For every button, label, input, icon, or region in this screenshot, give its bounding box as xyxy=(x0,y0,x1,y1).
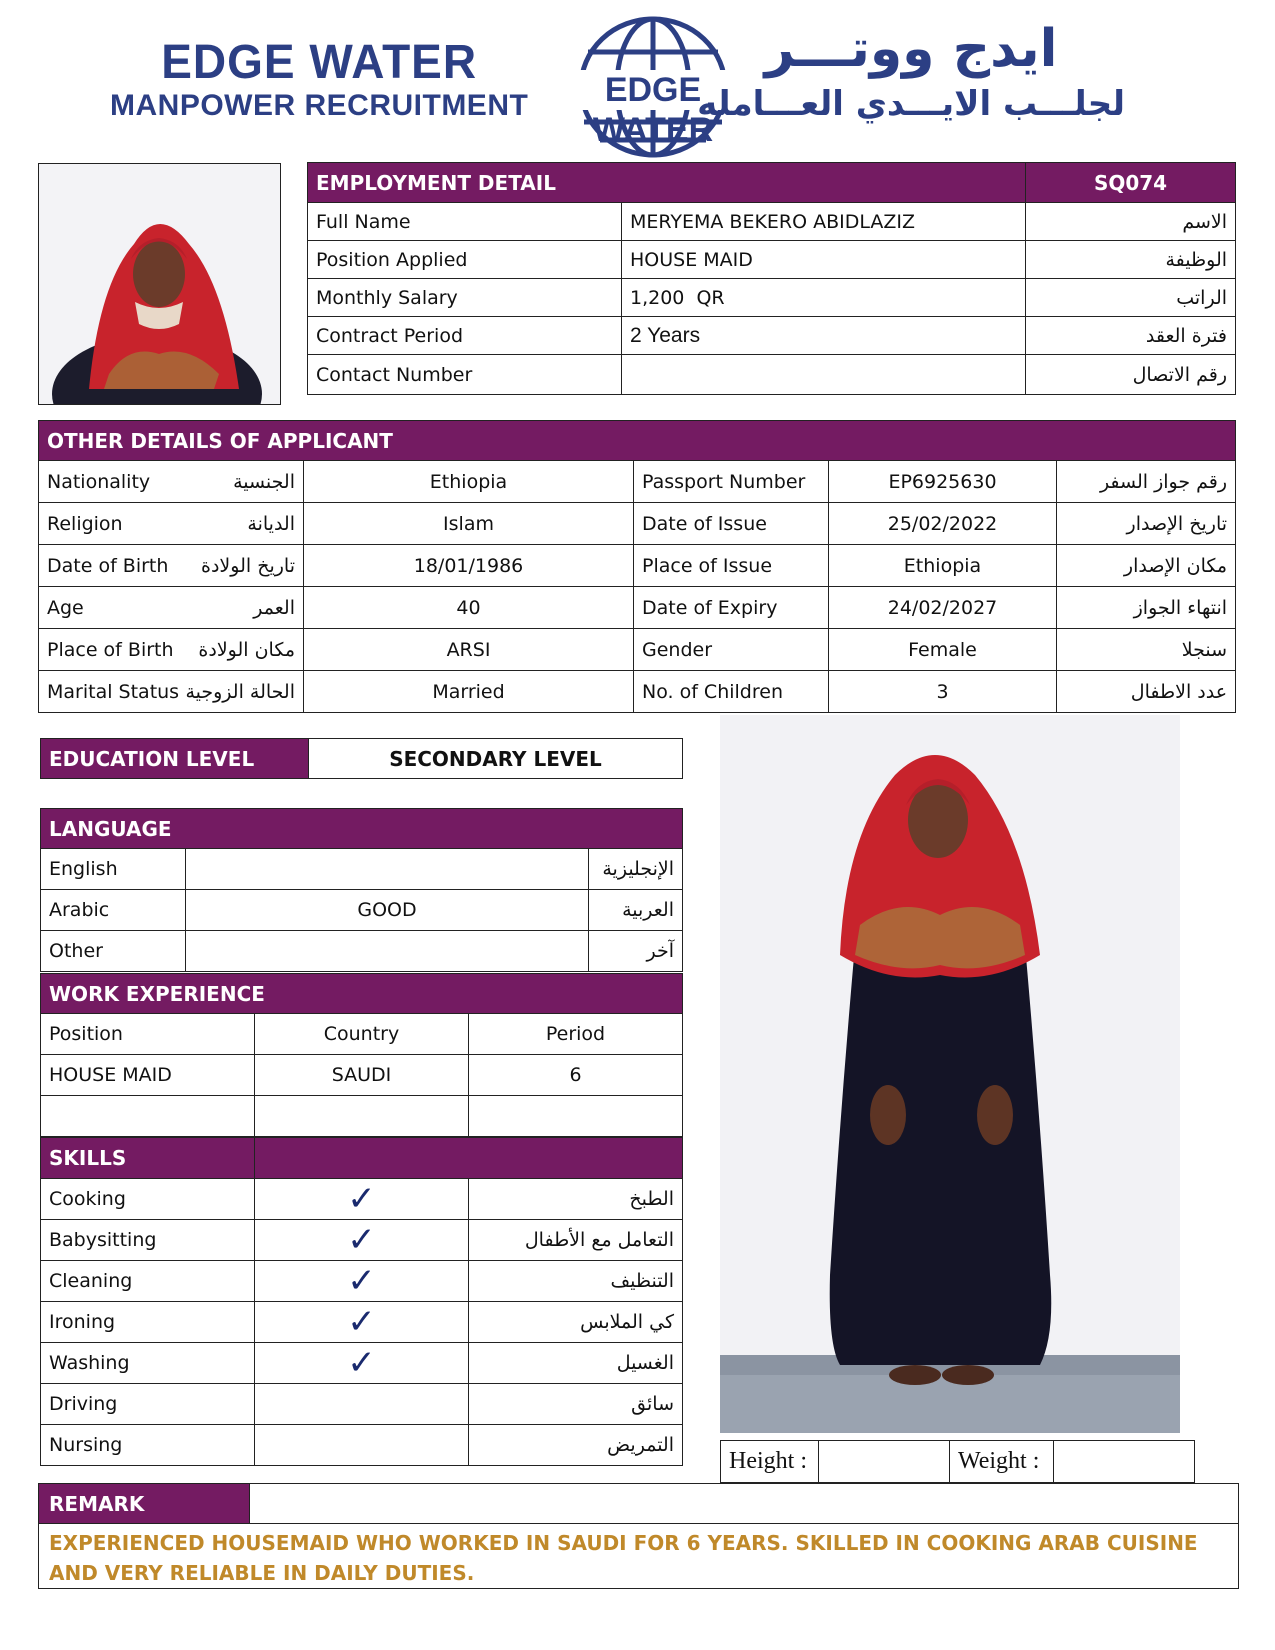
skill-check-cell xyxy=(255,1261,469,1302)
date-of-expiry-value: 24/02/2027 xyxy=(829,587,1057,629)
place-of-issue-label: Place of Issue xyxy=(634,545,829,587)
table-row xyxy=(39,461,1236,503)
skill-label-ar: التعامل مع الأطفال xyxy=(469,1220,683,1261)
brand-name-ar: ايدج ووتـــر xyxy=(764,19,1058,79)
passport-number-label-ar: رقم جواز السفر xyxy=(1057,461,1236,503)
checkmark-icon: ✓ xyxy=(347,1220,376,1260)
contact-number-label: Contact Number xyxy=(308,355,622,395)
row-label: Date of Birth xyxy=(47,554,169,577)
row-label-ar: الديانة xyxy=(247,512,295,535)
other-language-value xyxy=(186,931,589,972)
skill-check-cell xyxy=(255,1425,469,1466)
children-label-ar: عدد الاطفال xyxy=(1057,671,1236,713)
weight-label: Weight : xyxy=(950,1441,1054,1483)
experience-position: HOUSE MAID xyxy=(41,1055,255,1096)
monthly-salary-label-ar: الراتب xyxy=(1026,279,1236,317)
skill-check-cell xyxy=(255,1343,469,1384)
skills-list xyxy=(41,1179,683,1466)
checkmark-icon: ✓ xyxy=(347,1302,376,1342)
arabic-value: GOOD xyxy=(186,890,589,931)
passport-number-value: EP6925630 xyxy=(829,461,1057,503)
skills-table xyxy=(40,1137,683,1466)
experience-period xyxy=(469,1096,683,1137)
table-row xyxy=(39,503,1236,545)
education-level-value: SECONDARY LEVEL xyxy=(309,739,683,779)
brand-tagline-ar: لجلـــب الايـــدي العـــامله xyxy=(697,84,1125,124)
skill-check-cell xyxy=(255,1302,469,1343)
table-row xyxy=(39,671,1236,713)
children-label: No. of Children xyxy=(634,671,829,713)
date-of-birth-label xyxy=(39,545,304,587)
height-value xyxy=(819,1441,950,1483)
experience-position xyxy=(41,1096,255,1137)
row-label-ar: الحالة الزوجية xyxy=(185,680,295,703)
remark-title: REMARK xyxy=(39,1484,250,1524)
row-label: Place of Birth xyxy=(47,638,174,661)
date-of-issue-label-ar: تاريخ الإصدار xyxy=(1057,503,1236,545)
other-details-table xyxy=(38,420,1236,713)
table-row xyxy=(41,931,683,972)
skill-label: Ironing xyxy=(41,1302,255,1343)
skill-label-ar: سائق xyxy=(469,1384,683,1425)
skill-label: Washing xyxy=(41,1343,255,1384)
full-body-illustration xyxy=(720,715,1180,1433)
row-label: Nationality xyxy=(47,470,151,493)
skill-label: Nursing xyxy=(41,1425,255,1466)
full-name-value: MERYEMA BEKERO ABIDLAZIZ xyxy=(622,203,1026,241)
english-label: English xyxy=(41,849,186,890)
date-of-issue-value: 25/02/2022 xyxy=(829,503,1057,545)
contact-number-label-ar: رقم الاتصال xyxy=(1026,355,1236,395)
experience-country: SAUDI xyxy=(255,1055,469,1096)
checkmark-icon: ✓ xyxy=(347,1343,376,1383)
table-row xyxy=(39,587,1236,629)
skill-row xyxy=(41,1179,683,1220)
religion-value: Islam xyxy=(304,503,634,545)
skill-label-ar: التنظيف xyxy=(469,1261,683,1302)
other-language-label: Other xyxy=(41,931,186,972)
contract-period-label: Contract Period xyxy=(308,317,622,355)
position-applied-value: HOUSE MAID xyxy=(622,241,1026,279)
place-of-issue-value: Ethiopia xyxy=(829,545,1057,587)
skill-row xyxy=(41,1425,683,1466)
skill-check-cell xyxy=(255,1179,469,1220)
skill-row xyxy=(41,1343,683,1384)
position-applied-label-ar: الوظيفة xyxy=(1026,241,1236,279)
skill-label-ar: الغسيل xyxy=(469,1343,683,1384)
brand-arabic xyxy=(697,16,1125,126)
position-applied-label: Position Applied xyxy=(308,241,622,279)
remark-divider xyxy=(249,1523,1238,1524)
table-row xyxy=(39,545,1236,587)
skill-row xyxy=(41,1220,683,1261)
reference-code: SQ074 xyxy=(1026,163,1236,203)
gender-value: Female xyxy=(829,629,1057,671)
skills-title: SKILLS xyxy=(41,1138,255,1179)
marital-status-value: Married xyxy=(304,671,634,713)
place-of-birth-value: ARSI xyxy=(304,629,634,671)
date-of-issue-label: Date of Issue xyxy=(634,503,829,545)
nationality-value: Ethiopia xyxy=(304,461,634,503)
row-label-ar: الجنسية xyxy=(233,470,295,493)
checkmark-icon: ✓ xyxy=(347,1261,376,1301)
skill-label-ar: التمريض xyxy=(469,1425,683,1466)
row-label: Age xyxy=(47,596,84,619)
remark-divider xyxy=(39,1523,249,1524)
table-header-row xyxy=(41,1014,683,1055)
brand-name-en: EDGE WATER xyxy=(161,33,478,89)
period-column-header: Period xyxy=(469,1014,683,1055)
date-of-expiry-label-ar: انتهاء الجواز xyxy=(1057,587,1236,629)
place-of-issue-label-ar: مكان الإصدار xyxy=(1057,545,1236,587)
language-table xyxy=(40,808,683,972)
religion-label xyxy=(39,503,304,545)
position-column-header: Position xyxy=(41,1014,255,1055)
nationality-label xyxy=(39,461,304,503)
full-name-label: Full Name xyxy=(308,203,622,241)
passport-number-label: Passport Number xyxy=(634,461,829,503)
other-details-title: OTHER DETAILS OF APPLICANT xyxy=(39,421,1236,461)
skill-label: Cleaning xyxy=(41,1261,255,1302)
experience-country xyxy=(255,1096,469,1137)
employment-detail-title: EMPLOYMENT DETAIL xyxy=(308,163,1026,203)
monthly-salary-label: Monthly Salary xyxy=(308,279,622,317)
brand-tagline-en: MANPOWER RECRUITMENT xyxy=(110,89,529,122)
full-name-label-ar: الاسم xyxy=(1026,203,1236,241)
portrait-illustration xyxy=(39,164,280,404)
measurements-table xyxy=(720,1440,1195,1483)
skill-row xyxy=(41,1302,683,1343)
table-row xyxy=(41,849,683,890)
contact-number-value xyxy=(622,355,1026,395)
brand-english xyxy=(110,34,528,124)
employment-detail-table xyxy=(307,162,1236,395)
row-label: Marital Status xyxy=(47,680,180,703)
skills-title-filler xyxy=(255,1138,683,1179)
date-of-birth-value: 18/01/1986 xyxy=(304,545,634,587)
place-of-birth-label xyxy=(39,629,304,671)
skill-check-cell xyxy=(255,1384,469,1425)
skill-label: Babysitting xyxy=(41,1220,255,1261)
checkmark-icon: ✓ xyxy=(347,1179,376,1219)
skill-row xyxy=(41,1384,683,1425)
education-level-title: EDUCATION LEVEL xyxy=(41,739,309,779)
row-label-ar: مكان الولادة xyxy=(198,638,295,661)
experience-period: 6 xyxy=(469,1055,683,1096)
monthly-salary-value: 1,200 QR xyxy=(622,279,1026,317)
table-row xyxy=(41,1096,683,1137)
language-title: LANGUAGE xyxy=(41,809,683,849)
english-value xyxy=(186,849,589,890)
remark-text: EXPERIENCED HOUSEMAID WHO WORKED IN SAUDI FOR 6 YEARS. SKILLED IN COOKING ARAB CUISINE AND VERY RELIABLE IN DAILY DUTIES. xyxy=(49,1531,1198,1585)
skill-label: Driving xyxy=(41,1384,255,1425)
arabic-label: Arabic xyxy=(41,890,186,931)
children-value: 3 xyxy=(829,671,1057,713)
applicant-portrait-photo xyxy=(38,163,281,405)
skill-label-ar: كي الملابس xyxy=(469,1302,683,1343)
english-label-ar: الإنجليزية xyxy=(589,849,683,890)
gender-label: Gender xyxy=(634,629,829,671)
age-label xyxy=(39,587,304,629)
table-row xyxy=(39,629,1236,671)
work-experience-title: WORK EXPERIENCE xyxy=(41,974,683,1014)
applicant-full-body-photo xyxy=(720,715,1180,1433)
skill-label-ar: الطبخ xyxy=(469,1179,683,1220)
logo-text: EDGE WATER xyxy=(592,71,714,149)
skill-label: Cooking xyxy=(41,1179,255,1220)
height-label: Height : xyxy=(721,1441,819,1483)
country-column-header: Country xyxy=(255,1014,469,1055)
work-experience-table xyxy=(40,973,683,1137)
age-value: 40 xyxy=(304,587,634,629)
table-row xyxy=(41,890,683,931)
date-of-expiry-label: Date of Expiry xyxy=(634,587,829,629)
remark-section xyxy=(38,1483,1239,1589)
contract-period-value: 2 Years xyxy=(622,317,1026,355)
table-row xyxy=(41,1055,683,1096)
marital-status-label xyxy=(39,671,304,713)
weight-value xyxy=(1054,1441,1195,1483)
education-level-table xyxy=(40,738,683,779)
skill-row xyxy=(41,1261,683,1302)
contract-period-label-ar: فترة العقد xyxy=(1026,317,1236,355)
other-language-label-ar: آخر xyxy=(589,931,683,972)
gender-label-ar: سنجلا xyxy=(1057,629,1236,671)
arabic-label-ar: العربية xyxy=(589,890,683,931)
row-label-ar: العمر xyxy=(253,596,295,619)
skill-check-cell xyxy=(255,1220,469,1261)
row-label: Religion xyxy=(47,512,123,535)
row-label-ar: تاريخ الولادة xyxy=(201,554,295,577)
